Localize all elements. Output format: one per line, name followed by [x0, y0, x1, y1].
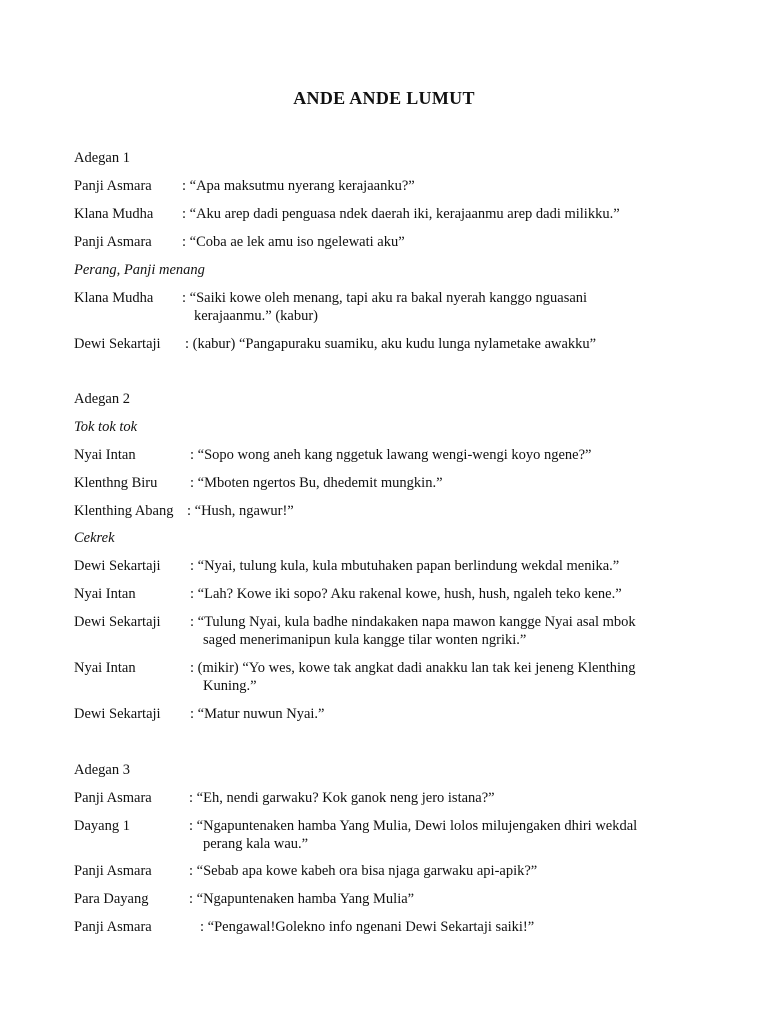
scene-heading: Adegan 3 — [74, 762, 130, 778]
dialogue-text: : “Ngapuntenaken hamba Yang Mulia” — [189, 891, 415, 907]
speaker-name: Klana Mudha — [74, 290, 154, 306]
stage-direction: Perang, Panji menang — [74, 262, 205, 278]
dialogue-text: : “Ngapuntenaken hamba Yang Mulia, Dewi lolos milujengaken dhiri wekdal — [189, 818, 638, 834]
dialogue-text-continued: perang kala wau.” — [203, 836, 309, 852]
speaker-name: Nyai Intan — [74, 447, 136, 463]
speaker-name: Dewi Sekartaji — [74, 614, 161, 630]
dialogue-text-continued: kerajaanmu.” (kabur) — [194, 308, 318, 324]
dialogue-text: : “Pengawal!Golekno info ngenani Dewi Sekartaji saiki!” — [200, 919, 535, 935]
page-title: ANDE ANDE LUMUT — [293, 88, 475, 108]
speaker-name: Klenthing Abang — [74, 503, 174, 519]
dialogue-text: : “Lah? Kowe iki sopo? Aku rakenal kowe, hush, hush, ngaleh teko kene.” — [190, 586, 622, 602]
scene-heading: Adegan 1 — [74, 150, 130, 166]
speaker-name: Klenthng Biru — [74, 475, 158, 491]
dialogue-text-continued: saged menerimanipun kula kangge tilar wonten ngriki.” — [203, 632, 527, 648]
dialogue-text: : “Eh, nendi garwaku? Kok ganok neng jero istana?” — [189, 790, 495, 806]
dialogue-text: : “Hush, ngawur!” — [187, 503, 294, 519]
speaker-name: Nyai Intan — [74, 586, 136, 602]
stage-direction: Tok tok tok — [74, 419, 138, 435]
dialogue-text: : “Mboten ngertos Bu, dhedemit mungkin.” — [190, 475, 443, 491]
stage-direction: Cekrek — [74, 530, 115, 546]
dialogue-text: : “Sopo wong aneh kang nggetuk lawang wengi-wengi koyo ngene?” — [190, 447, 592, 463]
dialogue-text: : “Sebab apa kowe kabeh ora bisa njaga garwaku api-apik?” — [189, 863, 538, 879]
dialogue-text: : “Apa maksutmu nyerang kerajaanku?” — [182, 178, 415, 194]
dialogue-text: : (mikir) “Yo wes, kowe tak angkat dadi anakku lan tak kei jeneng Klenthing — [190, 660, 636, 676]
dialogue-text: : (kabur) “Pangapuraku suamiku, aku kudu lunga nylametake awakku” — [185, 336, 597, 352]
scene-heading: Adegan 2 — [74, 391, 130, 407]
speaker-name: Panji Asmara — [74, 919, 152, 935]
speaker-name: Para Dayang — [74, 891, 149, 907]
dialogue-text: : “Aku arep dadi penguasa ndek daerah iki, kerajaanmu arep dadi milikku.” — [182, 206, 620, 222]
speaker-name: Dayang 1 — [74, 818, 130, 834]
speaker-name: Dewi Sekartaji — [74, 336, 161, 352]
speaker-name: Klana Mudha — [74, 206, 154, 222]
dialogue-text-continued: Kuning.” — [203, 678, 257, 694]
speaker-name: Nyai Intan — [74, 660, 136, 676]
dialogue-text: : “Coba ae lek amu iso ngelewati aku” — [182, 234, 405, 250]
speaker-name: Panji Asmara — [74, 234, 152, 250]
dialogue-text: : “Saiki kowe oleh menang, tapi aku ra bakal nyerah kanggo nguasani — [182, 290, 588, 306]
speaker-name: Dewi Sekartaji — [74, 558, 161, 574]
speaker-name: Panji Asmara — [74, 863, 152, 879]
dialogue-text: : “Tulung Nyai, kula badhe nindakaken napa mawon kangge Nyai asal mbok — [190, 614, 636, 630]
speaker-name: Panji Asmara — [74, 178, 152, 194]
dialogue-text: : “Nyai, tulung kula, kula mbutuhaken papan berlindung wekdal menika.” — [190, 558, 620, 574]
dialogue-text: : “Matur nuwun Nyai.” — [190, 706, 325, 722]
speaker-name: Panji Asmara — [74, 790, 152, 806]
speaker-name: Dewi Sekartaji — [74, 706, 161, 722]
